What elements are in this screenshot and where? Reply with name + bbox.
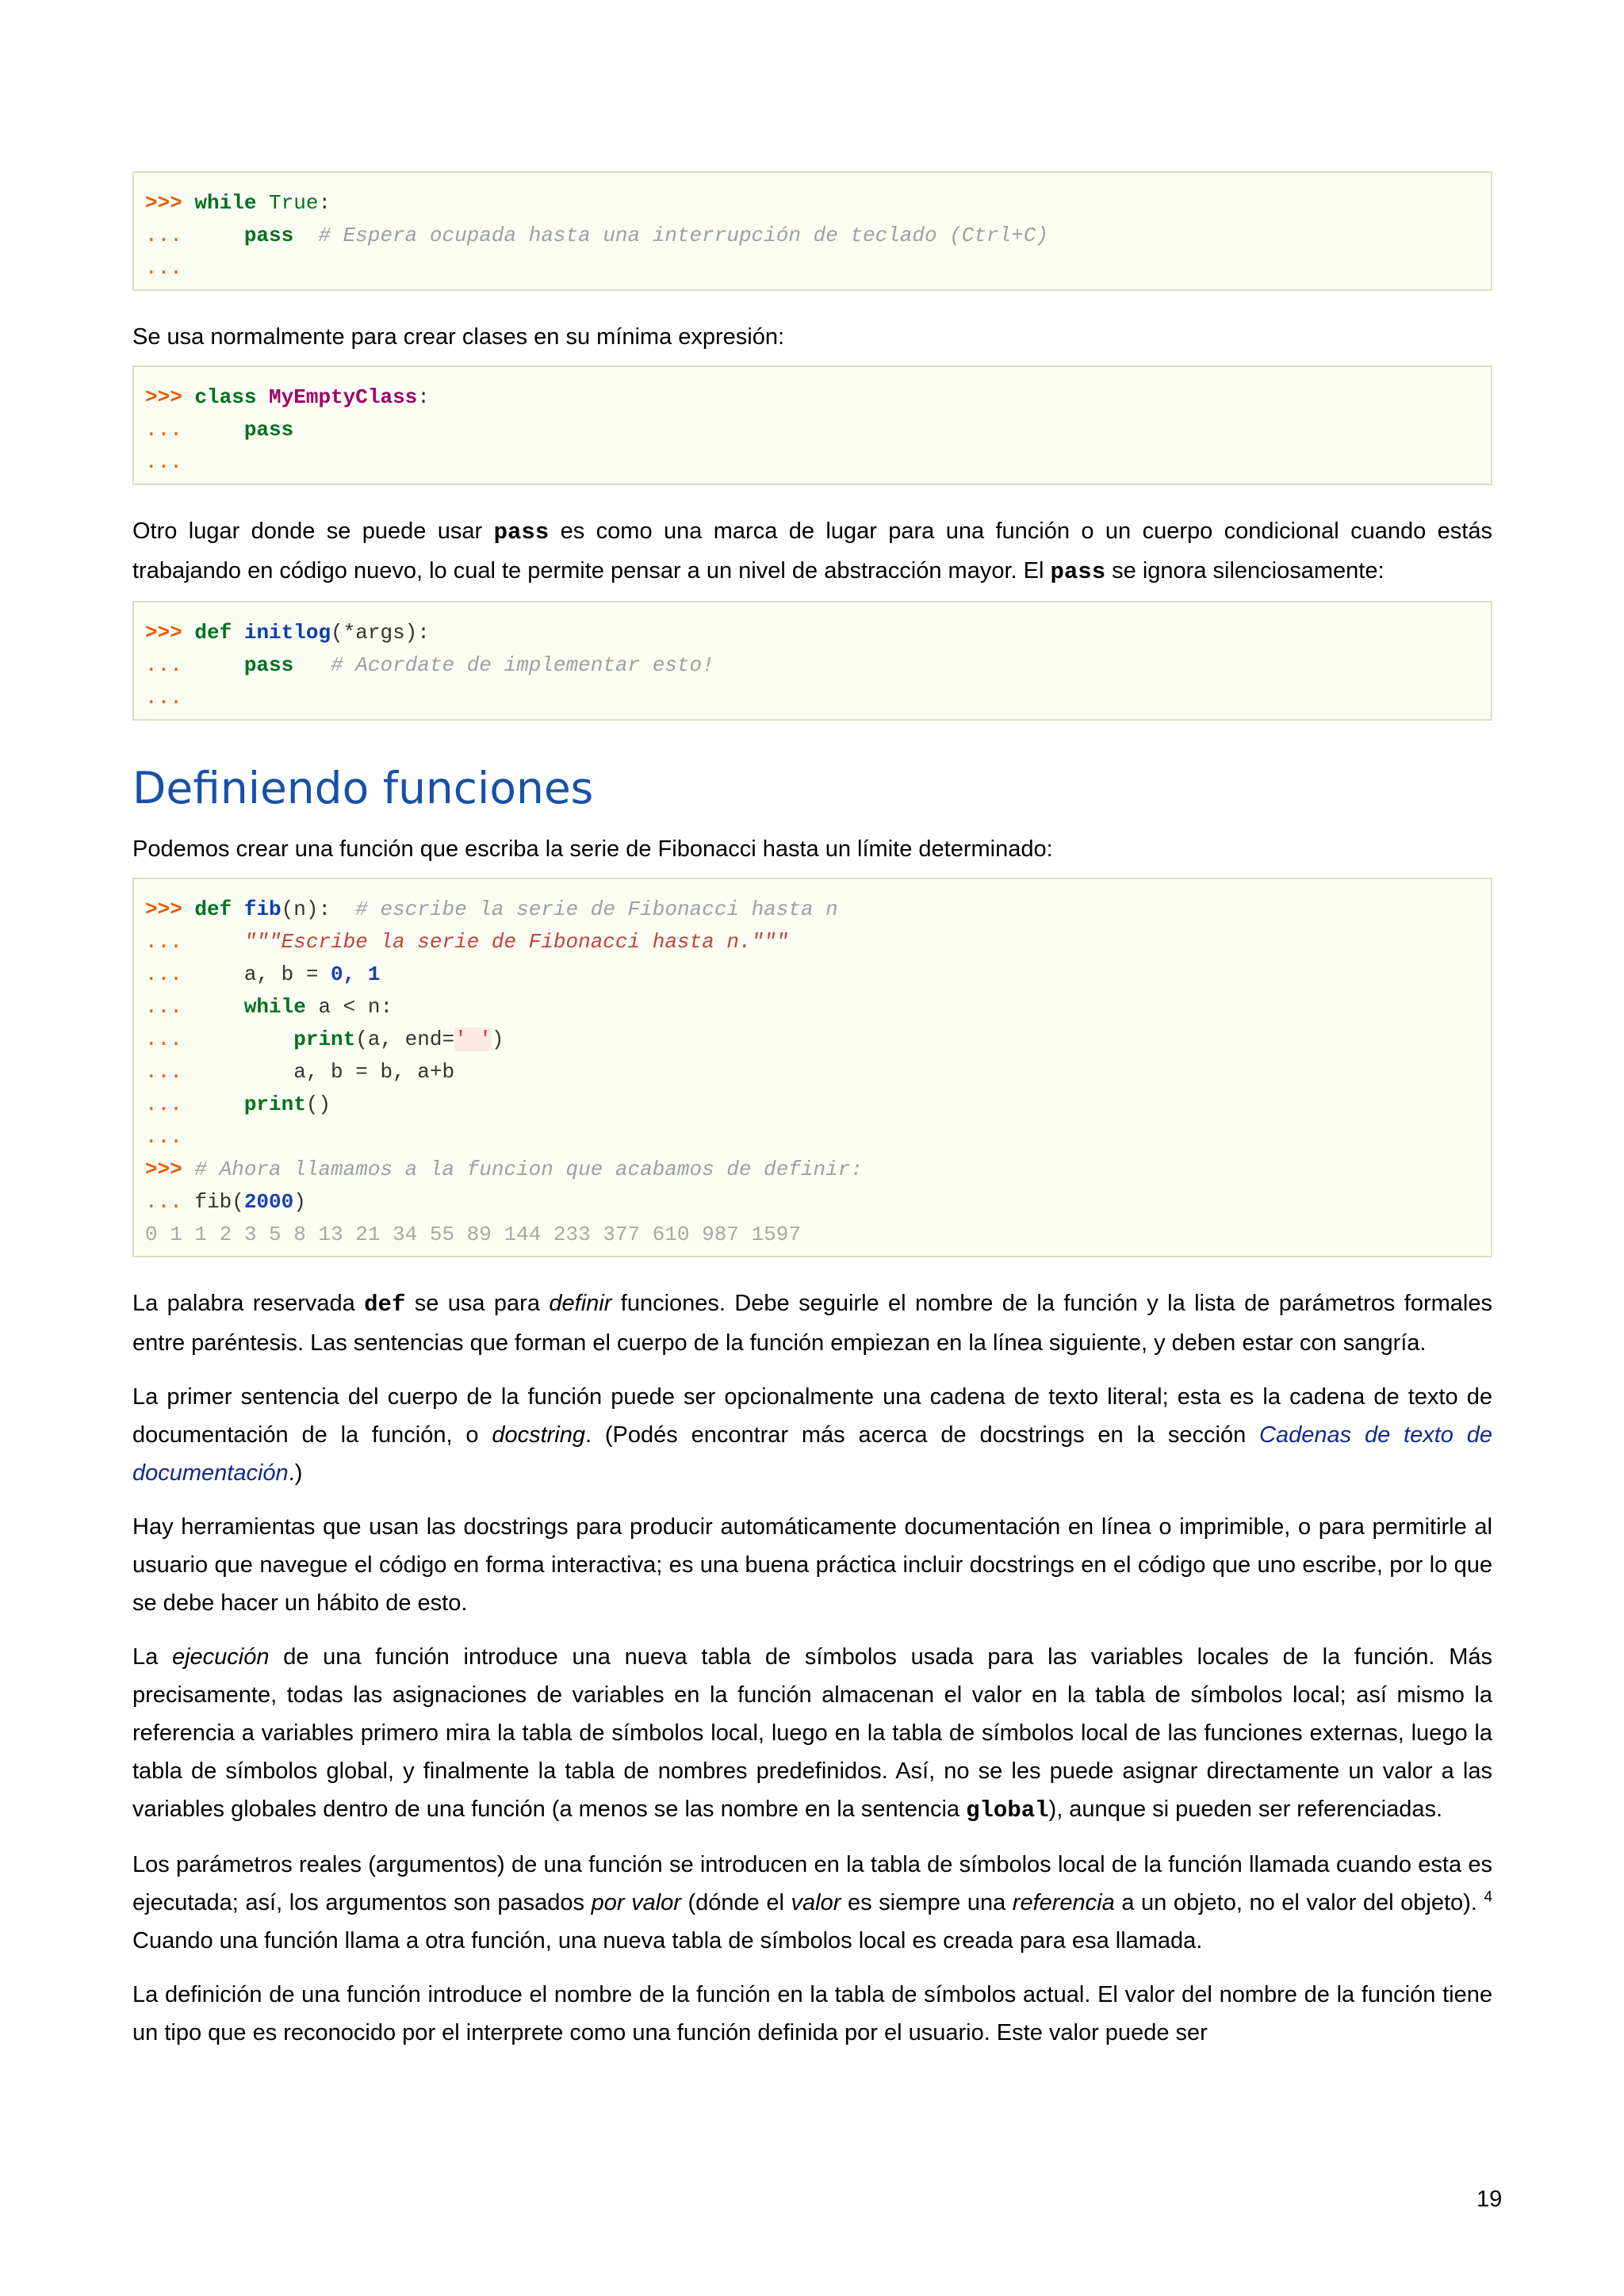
paragraph-execution <box>132 1638 1492 1830</box>
code-comment: # escribe la serie de Fibonacci hasta n <box>355 897 838 921</box>
page-number: 19 <box>1477 2187 1503 2212</box>
indent <box>182 930 244 954</box>
prompt: ... <box>145 686 182 710</box>
function-name: initlog <box>243 621 331 645</box>
indent <box>182 1060 293 1084</box>
paragraph-fibonacci-intro: Podemos crear una función que escriba la serie de Fibonacci hasta un límite determinado: <box>132 836 1053 862</box>
text: se usa para <box>405 1291 550 1316</box>
text: es como una marca de lugar para una función o un cuerpo condicional cuando estás trabajando en código nuevo, lo cual te permite pensar a un nivel de abstracción mayor. El <box>132 519 1492 584</box>
code-text: , <box>343 962 368 986</box>
text: ), aunque si pueden ser referenciadas. <box>1048 1797 1443 1822</box>
inline-code: global <box>966 1797 1049 1823</box>
emphasis: definir <box>549 1291 612 1316</box>
indent <box>182 1093 244 1116</box>
indent <box>182 962 244 986</box>
code-comment: # Acordate de implementar esto! <box>331 653 714 677</box>
code-text: a < n: <box>305 995 393 1019</box>
text: Los parámetros reales (argumentos) de una función se introducen en la tabla de símbolos local de la función llamada cuando esta es ejecutada; así, los argumentos son pasados <box>132 1852 1492 1915</box>
code-text: : <box>417 385 430 409</box>
code-text: (a, end= <box>355 1027 455 1051</box>
prompt: ... <box>145 1060 182 1084</box>
text: .) <box>288 1460 303 1486</box>
indent <box>293 224 318 247</box>
section-heading: Definiendo funciones <box>132 763 594 813</box>
text: . (Podés encontrar más acerca de docstrings en la sección <box>584 1422 1260 1448</box>
prompt: ... <box>145 1027 182 1051</box>
keyword: pass <box>243 224 294 247</box>
code-text: fib( <box>182 1190 244 1214</box>
code-text: a, b = b, a+b <box>293 1060 455 1084</box>
prompt: ... <box>145 256 182 280</box>
paragraph-definition: La definición de una función introduce el nombre de la función en la tabla de símbolos actual. El valor del nombre de la función tiene un tipo que es reconocido por el interprete como una función definida por el usuario. Este valor puede ser <box>132 1982 1492 2045</box>
code-text: a, b = <box>243 962 331 986</box>
prompt: ... <box>145 224 182 247</box>
footnote-ref[interactable]: 4 <box>1484 1888 1493 1906</box>
prompt: ... <box>145 653 182 677</box>
emphasis: referencia <box>1012 1890 1115 1915</box>
text: a un objeto, no el valor del objeto). <box>1114 1890 1484 1915</box>
code-block-class <box>132 365 1492 485</box>
paragraph-placeholder <box>132 512 1492 591</box>
text: Otro lugar donde se puede usar <box>132 519 494 544</box>
indent <box>182 653 244 677</box>
keyword: def <box>194 897 232 921</box>
text: La primer sentencia del cuerpo de la función puede ser opcionalmente una cadena de texto literal; esta es la cadena de texto de documentación de la función, o <box>132 1384 1492 1448</box>
code-block-initlog <box>132 601 1492 721</box>
prompt: ... <box>145 995 182 1019</box>
page-content <box>132 171 1492 2068</box>
paragraph-classes: Se usa normalmente para crear clases en su mínima expresión: <box>132 324 785 350</box>
number-literal: 2000 <box>243 1190 294 1214</box>
paragraph-arguments <box>132 1846 1492 1960</box>
prompt: >>> <box>145 621 182 645</box>
class-name: MyEmptyClass <box>269 385 418 409</box>
function-name: fib <box>243 897 282 921</box>
keyword: while <box>243 995 306 1019</box>
prompt: ... <box>145 1093 182 1116</box>
indent <box>182 1027 293 1051</box>
code-block-fib <box>132 878 1492 1257</box>
inline-code: pass <box>1050 559 1106 585</box>
prompt: ... <box>145 450 182 474</box>
indent <box>182 418 244 442</box>
prompt: ... <box>145 1190 182 1214</box>
string-literal: ' ' <box>454 1027 492 1051</box>
text: La palabra reservada <box>132 1291 365 1316</box>
prompt: ... <box>145 962 182 986</box>
inline-code: def <box>364 1292 406 1318</box>
code-text: () <box>305 1093 331 1116</box>
indent <box>182 224 244 247</box>
builtin: print <box>243 1093 306 1116</box>
prompt: >>> <box>145 191 182 215</box>
text: La <box>132 1644 172 1670</box>
text: de una función introduce una nueva tabla de símbolos usada para las variables locales de la función. Más precisamente, todas las asignaciones de variables en la función almacenan el valor en la tabla de símbolos local; así mismo la referencia a variables primero mira la tabla de símbolos local, luego en la tabla de símbolos local de las funciones externas, luego la tabla de símbolos global, y finalmente la tabla de nombres predefinidos. Así, no se les puede asignar directamente un valor a las variables globales dentro de una función (a menos se las nombre en la sentencia <box>132 1644 1492 1822</box>
inline-code: pass <box>493 519 550 545</box>
indent <box>182 995 244 1019</box>
docstrings-section-link[interactable]: Cadenas de texto de documentación <box>132 1422 1492 1486</box>
emphasis: docstring <box>492 1422 585 1448</box>
code-text: ) <box>491 1027 504 1051</box>
prompt: >>> <box>145 1158 182 1181</box>
keyword: pass <box>243 653 294 677</box>
emphasis: por valor <box>591 1890 681 1915</box>
code-comment: # Espera ocupada hasta una interrupción de teclado (Ctrl+C) <box>318 224 1049 247</box>
paragraph-def <box>132 1284 1492 1362</box>
code-comment: # Ahora llamamos a la funcion que acabamos de definir: <box>182 1158 863 1181</box>
keyword: pass <box>243 418 294 442</box>
prompt: >>> <box>145 385 182 409</box>
number-literal: 1 <box>367 962 381 986</box>
emphasis: valor <box>791 1890 841 1915</box>
prompt: >>> <box>145 897 182 921</box>
text: Cuando una función llama a otra función, una nueva tabla de símbolos local es creada para esa llamada. <box>132 1928 1203 1954</box>
docstring: """Escribe la serie de Fibonacci hasta n.""" <box>243 930 789 954</box>
keyword: def <box>194 621 232 645</box>
text: funciones. Debe seguirle el nombre de la función y la lista de parámetros formales entre paréntesis. Las sentencias que forman el cuerpo de la función empiezan en la línea siguiente, y deben estar con sangría. <box>132 1291 1492 1356</box>
number-literal: 0 <box>331 962 343 986</box>
emphasis: ejecución <box>171 1644 270 1670</box>
constant: True <box>256 191 319 215</box>
prompt: ... <box>145 1125 182 1149</box>
text: es siempre una <box>841 1890 1013 1915</box>
prompt: ... <box>145 418 182 442</box>
prompt: ... <box>145 930 182 954</box>
paragraph-tools: Hay herramientas que usan las docstrings para producir automáticamente documentación en línea o imprimible, o para permitirle al usuario que navegue el código en forma interactiva; es una buena práctica incluir docstrings en el código que uno escribe, por lo que se debe hacer un hábito de esto. <box>132 1514 1492 1616</box>
code-text: : <box>318 191 331 215</box>
indent <box>293 653 331 677</box>
code-text: (n): <box>281 897 356 921</box>
paragraph-docstring <box>132 1378 1492 1492</box>
builtin: print <box>293 1027 356 1051</box>
text: (dónde el <box>680 1890 791 1915</box>
text: se ignora silenciosamente: <box>1105 558 1385 584</box>
code-text: ) <box>293 1190 306 1214</box>
keyword: while <box>194 191 257 215</box>
code-text: (*args): <box>331 621 430 645</box>
code-output: 0 1 1 2 3 5 8 13 21 34 55 89 144 233 377 610 987 1597 <box>145 1223 801 1246</box>
code-block-while <box>132 171 1492 291</box>
keyword: class <box>194 385 257 409</box>
